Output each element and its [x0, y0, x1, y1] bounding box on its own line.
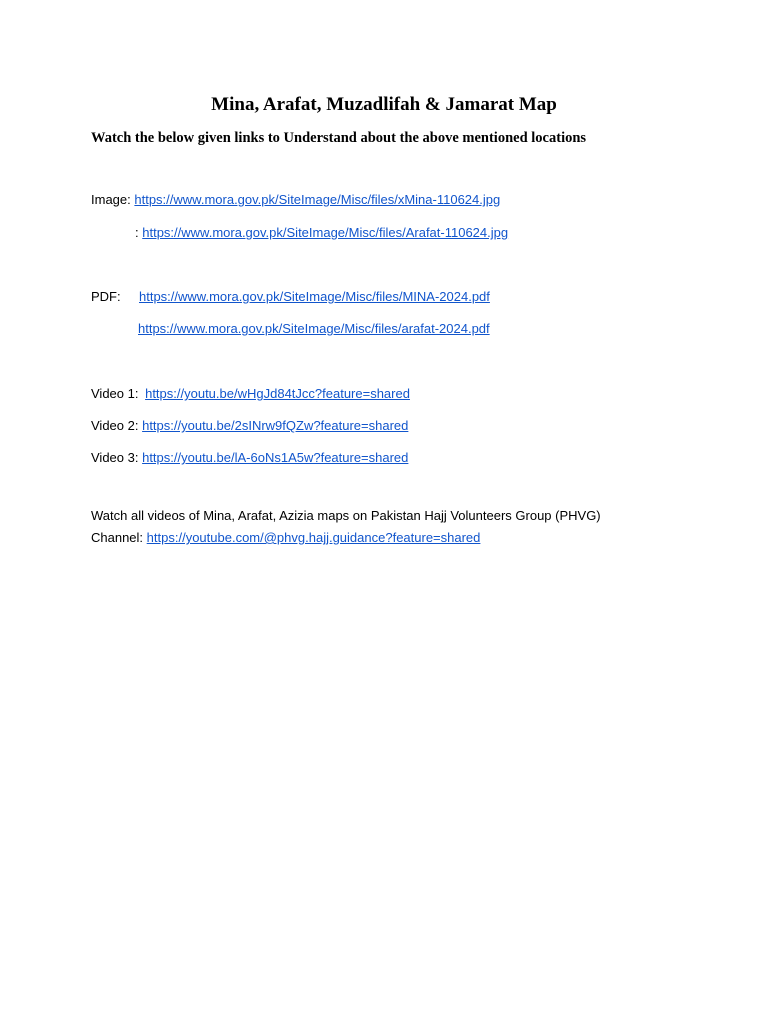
image-link-arafat[interactable]: https://www.mora.gov.pk/SiteImage/Misc/files/Arafat-110624.jpg: [142, 225, 509, 240]
video-label: Video 2:: [91, 418, 139, 433]
page-subtitle: Watch the below given links to Understand about the above mentioned locations: [91, 130, 587, 146]
video-row-1: [91, 385, 410, 403]
image-label: Image:: [91, 192, 131, 207]
image-link-row-2: [135, 224, 508, 242]
channel-description: Watch all videos of Mina, Arafat, Azizia maps on Pakistan Hajj Volunteers Group (PHVG): [91, 508, 601, 523]
video-link[interactable]: https://youtu.be/2sINrw9fQZw?feature=shared: [142, 418, 409, 433]
image-link-mina[interactable]: https://www.mora.gov.pk/SiteImage/Misc/files/xMina-110624.jpg: [134, 192, 501, 207]
image-separator: :: [135, 225, 139, 240]
channel-link[interactable]: https://youtube.com/@phvg.hajj.guidance?feature=shared: [146, 530, 481, 545]
video-row-2: [91, 417, 408, 435]
page-title: Mina, Arafat, Muzadlifah & Jamarat Map: [211, 94, 557, 115]
image-link-row-1: [91, 191, 500, 209]
pdf-label: PDF:: [91, 289, 121, 304]
pdf-link-row-2: [138, 320, 490, 338]
video-link[interactable]: https://youtu.be/lA-6oNs1A5w?feature=shared: [142, 450, 409, 465]
video-row-3: [91, 449, 408, 467]
video-label: Video 1:: [91, 386, 139, 401]
video-label: Video 3:: [91, 450, 139, 465]
channel-row: [91, 529, 480, 547]
pdf-link-row-1: [139, 288, 490, 306]
video-link[interactable]: https://youtu.be/wHgJd84tJcc?feature=shared: [145, 386, 410, 401]
pdf-link-mina[interactable]: https://www.mora.gov.pk/SiteImage/Misc/files/MINA-2024.pdf: [139, 289, 490, 304]
channel-label: Channel:: [91, 530, 144, 545]
pdf-link-arafat[interactable]: https://www.mora.gov.pk/SiteImage/Misc/files/arafat-2024.pdf: [138, 321, 490, 336]
